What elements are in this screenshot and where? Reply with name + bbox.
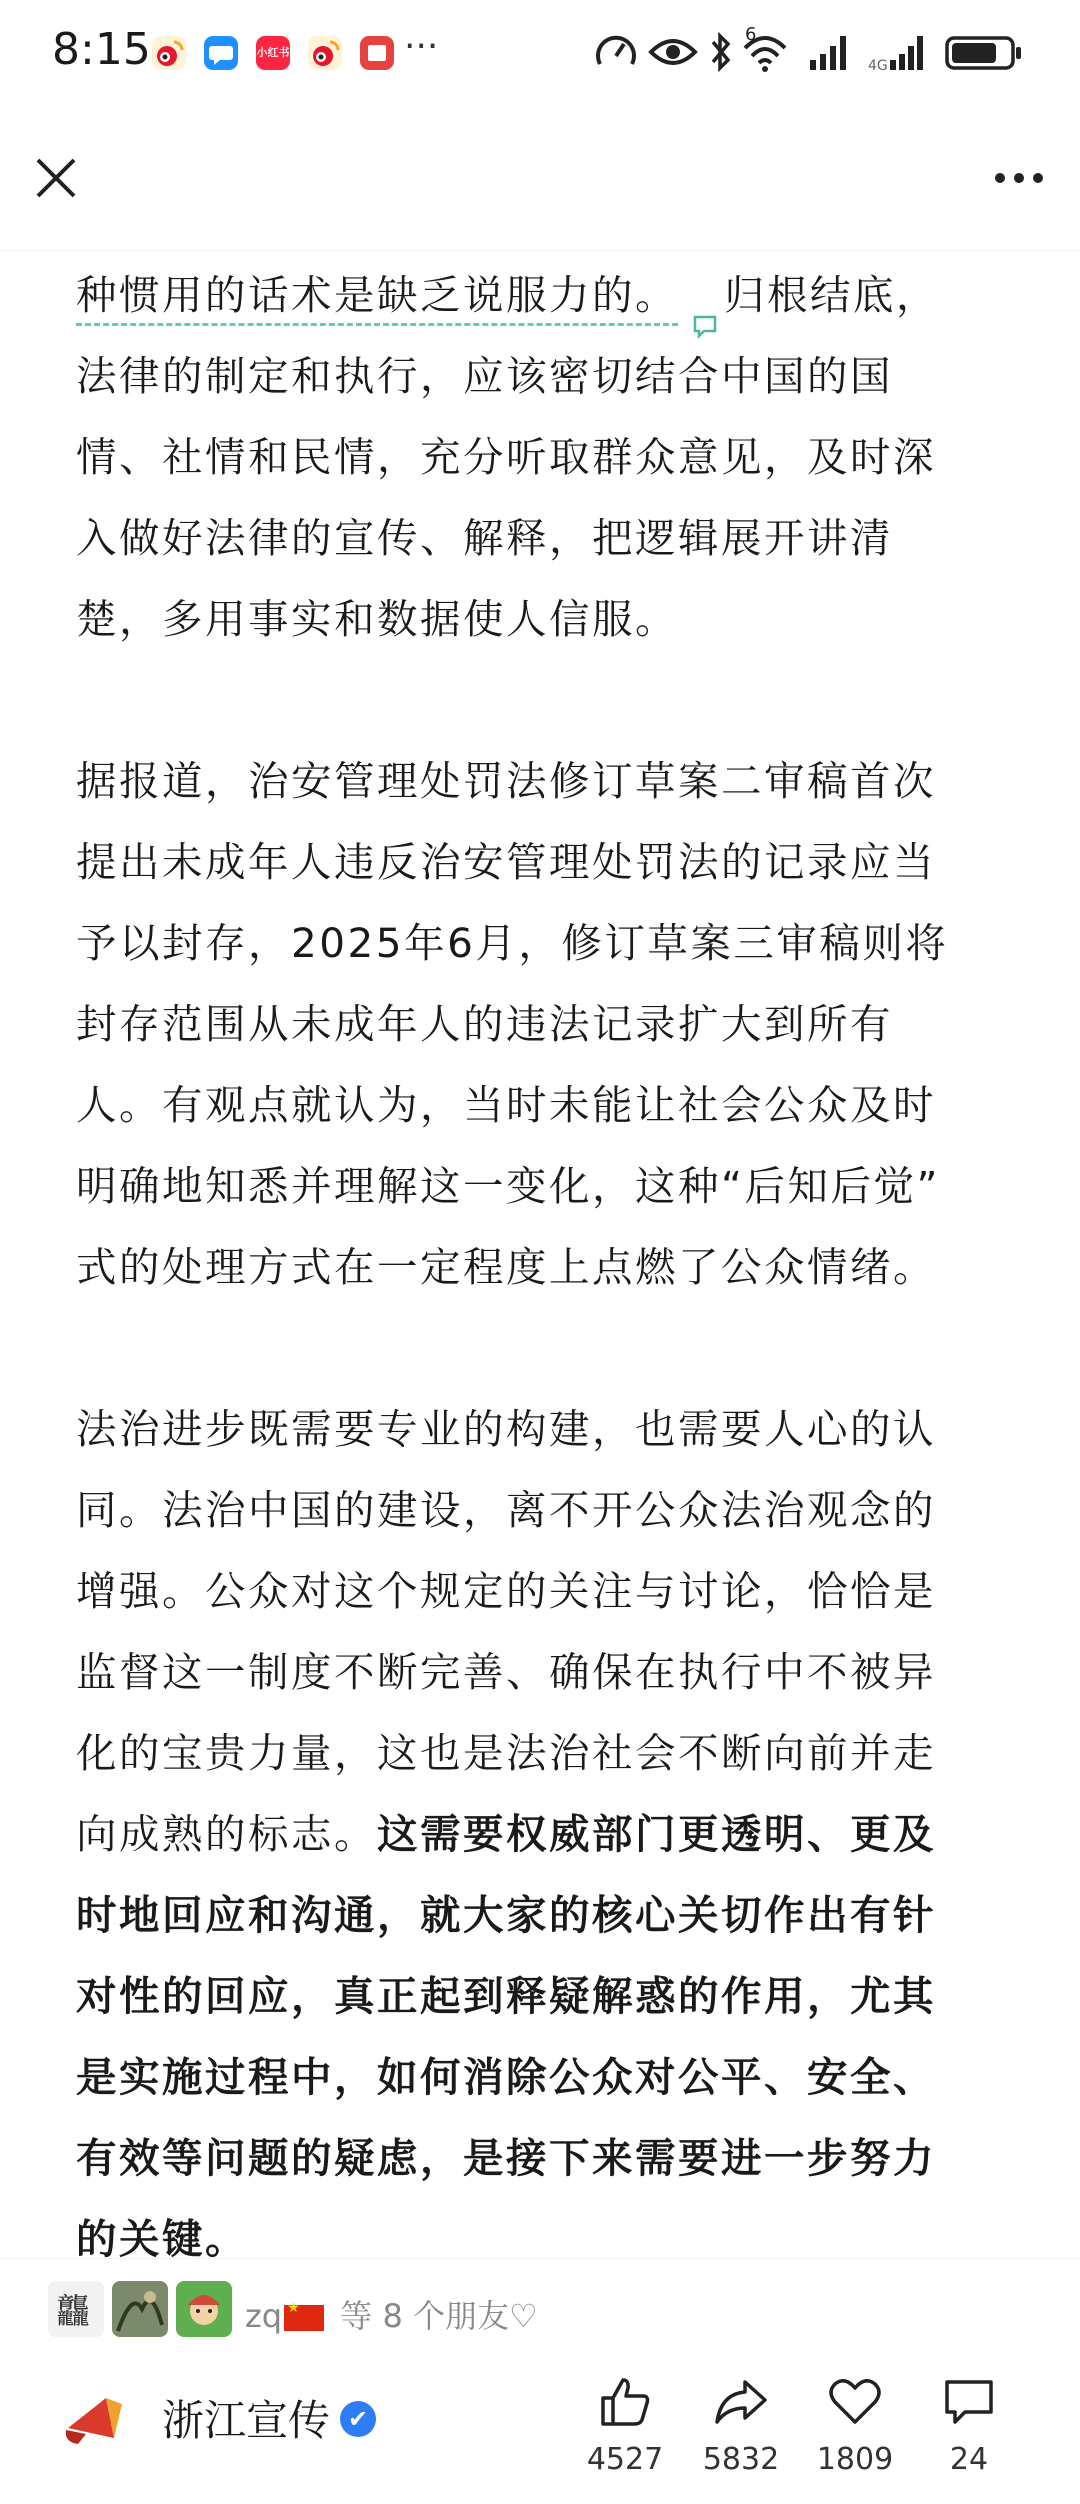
article-body [76,255,1016,2280]
article-line [76,903,1016,984]
text-span: 情、社情和民情，充分听取群众意见，及时深 [76,433,936,481]
emphasized-text: 的关键。 [76,2215,248,2263]
emphasized-text: 是实施过程中，如何消除公众对公平、安全、 [76,2053,936,2101]
battery-icon [944,30,1024,74]
text-span: 楚，多用事实和数据使人信服。 [76,595,678,643]
xiaohongshu-icon: 小红书 [256,36,290,70]
text-span: 人。有观点就认为，当时未能让社会公众及时 [76,1081,936,1129]
friend-avatar [112,2281,168,2337]
chat-bubble-icon [204,36,238,70]
share-arrow-icon [713,2376,769,2428]
text-span: 化的宝贵力量，这也是法治社会不断向前并走 [76,1729,936,1777]
emphasized-text: 对性的回应，真正起到释疑解惑的作用，尤其 [76,1972,936,2020]
article-line [76,984,1016,1065]
more-options-button[interactable] [984,148,1054,208]
article-line [76,255,1016,336]
article-paragraph [76,255,1016,660]
message-box-icon [360,36,394,70]
signal-icon [806,30,856,74]
article-line [76,417,1016,498]
article-paragraph [76,741,1016,1308]
account-name[interactable]: 浙江宣传 [162,2396,331,2445]
eye-icon [648,30,698,74]
text-span: 式的处理方式在一定程度上点燃了公众情绪。 [76,1243,936,1291]
article-line [76,1551,1016,1632]
comment-button[interactable] [914,2376,1024,2477]
paragraph-gap [76,1308,1016,1389]
friend-name: zq [245,2297,283,2335]
article-line [76,1632,1016,1713]
close-icon [26,148,86,208]
article-line [76,498,1016,579]
data-saver-icon [592,30,640,74]
close-button[interactable] [26,148,86,208]
friend-avatar [48,2281,104,2337]
article-line [76,1227,1016,1308]
article-line [76,1713,1016,1794]
text-span: 提出未成年人违反治安管理处罚法的记录应当 [76,838,936,886]
signal-secondary-icon [868,30,928,74]
text-span: 予以封存，2025年6月，修订草案三审稿则将 [76,919,949,967]
bluetooth-icon [708,30,734,74]
status-bar [0,0,1080,110]
article-line [76,1146,1016,1227]
weibo-icon [308,36,342,70]
text-span: 明确地知悉并理解这一变化，这种“后知后觉” [76,1162,940,1210]
verified-badge-icon: ✔ [340,2401,376,2437]
text-span: 向成熟的标志。 [76,1810,377,1858]
bottom-action-bar [0,2368,1080,2504]
article-paragraph [76,1389,1016,2280]
like-button[interactable] [570,2376,680,2477]
text-span: 入做好法律的宣传、解释，把逻辑展开讲清 [76,514,893,562]
account-logo-icon[interactable] [60,2384,132,2456]
thumbs-up-icon [597,2376,653,2428]
article-line [76,1065,1016,1146]
article-line [76,1875,1016,1956]
text-span: 同。法治中国的建设，离不开公众法治观念的 [76,1486,936,1534]
friend-avatar [176,2281,232,2337]
comment-bubble-icon [941,2376,997,2428]
emphasized-text: 有效等问题的疑虑，是接下来需要进一步努力 [76,2134,936,2182]
status-time: 8:15 [52,24,151,75]
highlighted-text[interactable]: 种惯用的话术是缺乏说服力的。 [76,271,678,326]
share-count: 5832 [702,2442,780,2477]
wifi-icon [740,30,790,74]
favorite-count: 1809 [816,2442,894,2477]
wifi-label: 6 [745,24,757,45]
share-button[interactable] [686,2376,796,2477]
svg-text:龘: 龘 [56,2292,90,2332]
comment-count: 24 [949,2442,989,2477]
article-line [76,1956,1016,2037]
article-line [76,579,1016,660]
text-span: 法治进步既需要专业的构建，也需要人心的认 [76,1405,936,1453]
article-line [76,1470,1016,1551]
friends-row[interactable] [0,2258,1080,2369]
heart-outline-icon: ♡ [509,2297,538,2335]
article-line [76,822,1016,903]
like-count: 4527 [586,2442,664,2477]
text-span: 法律的制定和执行，应该密切结合中国的国 [76,352,893,400]
heart-icon [827,2376,883,2428]
more-notifications-icon: ··· [404,26,439,67]
weibo-icon [152,36,186,70]
paragraph-gap [76,660,1016,741]
text-span: 归根结底， [724,271,939,319]
more-dots-icon [984,148,1054,208]
china-flag-icon [284,2305,324,2331]
svg-text:4G: 4G [868,58,888,74]
article-line [76,2118,1016,2199]
comment-marker-icon[interactable] [692,285,718,311]
favorite-button[interactable] [800,2376,910,2477]
text-span: 据报道，治安管理处罚法修订草案二审稿首次 [76,757,936,805]
text-span: 增强。公众对这个规定的关注与讨论，恰恰是 [76,1567,936,1615]
article-line [76,1389,1016,1470]
article-line [76,1794,1016,1875]
friends-count-text: 等 8 个朋友 [340,2297,509,2335]
text-span: 监督这一制度不断完善、确保在执行中不被异 [76,1648,936,1696]
article-line [76,336,1016,417]
emphasized-text: 这需要权威部门更透明、更及 [377,1810,936,1858]
friends-summary [245,2291,538,2337]
text-span: 封存范围从未成年人的违法记录扩大到所有 [76,1000,893,1048]
top-nav-bar [0,120,1080,251]
article-line [76,2037,1016,2118]
emphasized-text: 时地回应和沟通，就大家的核心关切作出有针 [76,1891,936,1939]
article-line [76,741,1016,822]
